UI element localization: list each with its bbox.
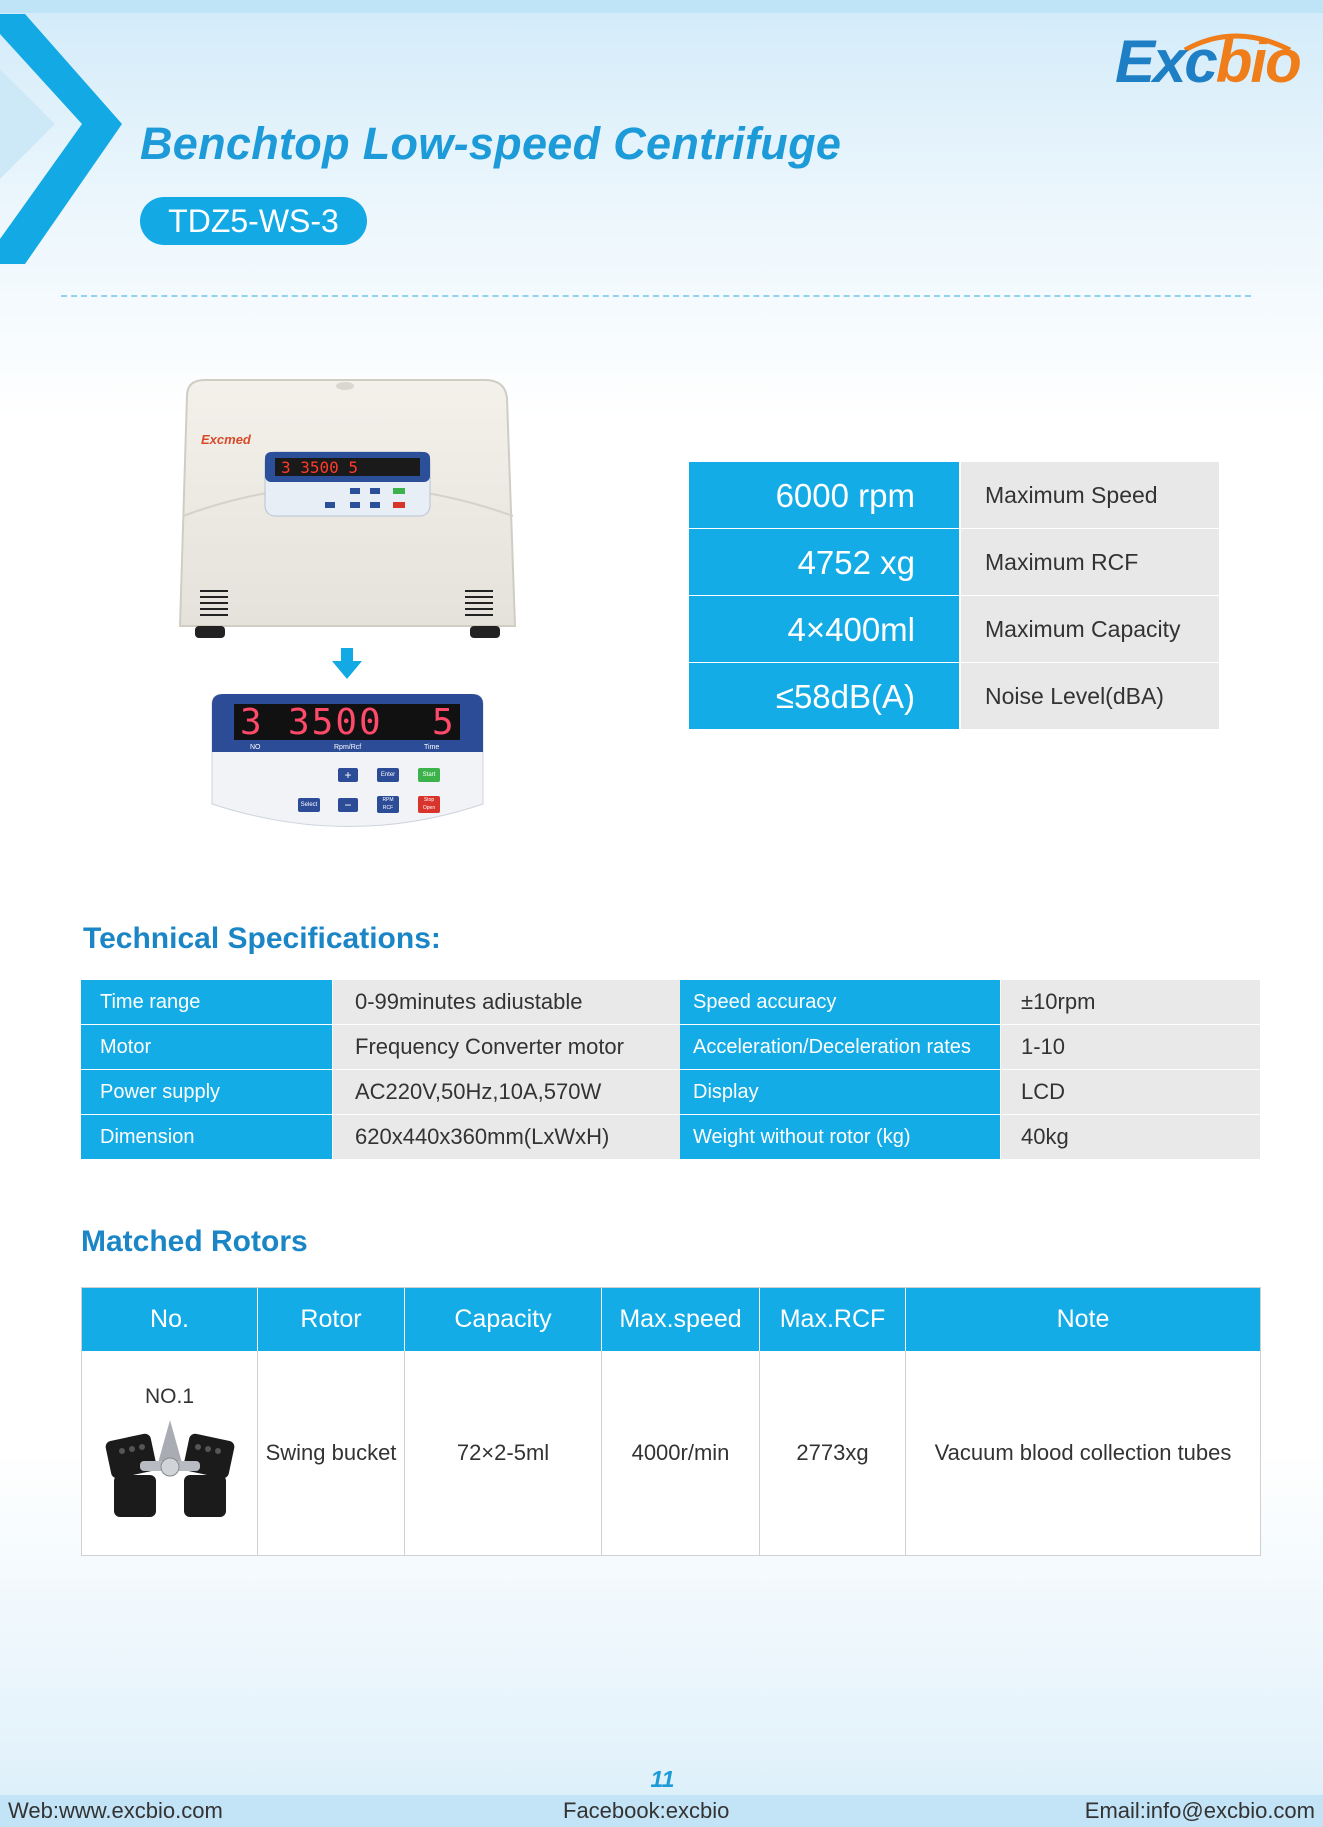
column-header: Note	[1056, 1305, 1110, 1333]
table-row	[81, 1025, 1260, 1070]
panel-digit-time: 5	[432, 702, 454, 743]
panel-label-rpm: Rpm/Rcf	[334, 744, 362, 751]
rotor-type: Swing bucket	[258, 1351, 405, 1555]
panel-digit-speed: 3500	[288, 702, 383, 743]
spec-key: Speed accuracy	[680, 980, 1000, 1025]
spec-key: Dimension	[81, 1115, 332, 1160]
highlight-label: Maximum RCF	[959, 529, 1219, 596]
highlight-row	[689, 663, 1219, 730]
page-title: Benchtop Low-speed Centrifuge	[140, 118, 842, 169]
spec-key: Power supply	[81, 1070, 332, 1115]
panel-select-button: Select	[298, 798, 320, 812]
rotors-heading: Matched Rotors	[81, 1225, 308, 1258]
column-header: Rotor	[258, 1288, 405, 1351]
rotor-max-speed: 4000r/min	[602, 1351, 760, 1555]
panel-label-no: NO	[250, 744, 261, 751]
highlight-specs	[689, 462, 1219, 730]
spec-value: Frequency Converter motor	[332, 1025, 680, 1070]
highlight-label: Noise Level(dBA)	[959, 663, 1219, 730]
control-panel-image	[210, 694, 485, 849]
highlight-label: Maximum Capacity	[959, 596, 1219, 663]
rotor-note: Vacuum blood collection tubes	[934, 1440, 1232, 1465]
panel-plus-button: +	[338, 768, 358, 782]
tech-specs-heading: Technical Specifications:	[83, 922, 441, 955]
spec-value: 620x440x360mm(LxWxH)	[332, 1115, 680, 1160]
table-row	[82, 1351, 1260, 1555]
spec-value: 1-10	[1000, 1025, 1260, 1070]
logo-text-part2: bio	[1215, 28, 1300, 95]
table-row	[81, 1070, 1260, 1115]
panel-minus-button: −	[338, 798, 358, 812]
spec-value: 40kg	[1000, 1115, 1260, 1160]
spec-key: Acceleration/Deceleration rates	[680, 1025, 1000, 1070]
highlight-value: 6000 rpm	[689, 462, 959, 529]
model-badge: TDZ5-WS-3	[140, 197, 367, 245]
spec-key: Display	[680, 1070, 1000, 1115]
chevron-decoration	[0, 14, 125, 269]
rotors-table	[81, 1287, 1261, 1556]
footer	[0, 1795, 1323, 1827]
column-header: No.	[82, 1288, 258, 1351]
highlight-value: 4752 xg	[689, 529, 959, 596]
table-header	[82, 1288, 1260, 1351]
logo-text-part1: Exc	[1115, 28, 1216, 95]
highlight-value: 4×400ml	[689, 596, 959, 663]
footer-web: Web:www.excbio.com	[8, 1798, 223, 1823]
spec-value: AC220V,50Hz,10A,570W	[332, 1070, 680, 1115]
rotor-max-rcf: 2773xg	[760, 1351, 906, 1555]
rotor-no-cell	[82, 1351, 258, 1555]
spec-value: 0-99minutes adiustable	[332, 980, 680, 1025]
spec-value: LCD	[1000, 1070, 1260, 1115]
spec-key: Weight without rotor (kg)	[680, 1115, 1000, 1160]
svg-text:3 3500 5: 3 3500 5	[281, 458, 359, 477]
brand-logo	[1115, 28, 1300, 100]
panel-label-time: Time	[424, 744, 440, 751]
arrow-down-icon	[332, 648, 362, 685]
rotor-no: NO.1	[144, 1385, 194, 1408]
device-logo: Excmed	[201, 432, 251, 447]
table-row	[81, 1115, 1260, 1160]
panel-stop-button: Stop Open	[418, 796, 440, 813]
swing-bucket-rotor-image	[100, 1415, 240, 1525]
highlight-row	[689, 529, 1219, 596]
panel-rpm-rcf-button: RPM RCF	[377, 796, 399, 813]
column-header: Max.speed	[602, 1288, 760, 1351]
dashed-divider	[61, 295, 1251, 297]
column-header: Capacity	[405, 1288, 602, 1351]
highlight-row	[689, 596, 1219, 663]
highlight-row	[689, 462, 1219, 529]
panel-start-button: Start	[418, 768, 440, 782]
table-row	[81, 980, 1260, 1025]
top-strip	[0, 0, 1323, 13]
centrifuge-image	[175, 376, 520, 651]
spec-key: Motor	[81, 1025, 332, 1070]
footer-facebook: Facebook:excbio	[563, 1798, 730, 1823]
panel-digit-no: 3	[240, 702, 262, 743]
tech-specs-table	[81, 980, 1260, 1160]
footer-email: Email:info@excbio.com	[1084, 1798, 1315, 1823]
panel-enter-button: Enter	[377, 768, 399, 782]
column-header: Max.RCF	[760, 1288, 906, 1351]
page-number: 11	[650, 1766, 675, 1792]
highlight-value: ≤58dB(A)	[689, 663, 959, 730]
highlight-label: Maximum Speed	[959, 462, 1219, 529]
rotor-capacity: 72×2-5ml	[405, 1351, 602, 1555]
spec-key: Time range	[81, 980, 332, 1025]
spec-value: ±10rpm	[1000, 980, 1260, 1025]
